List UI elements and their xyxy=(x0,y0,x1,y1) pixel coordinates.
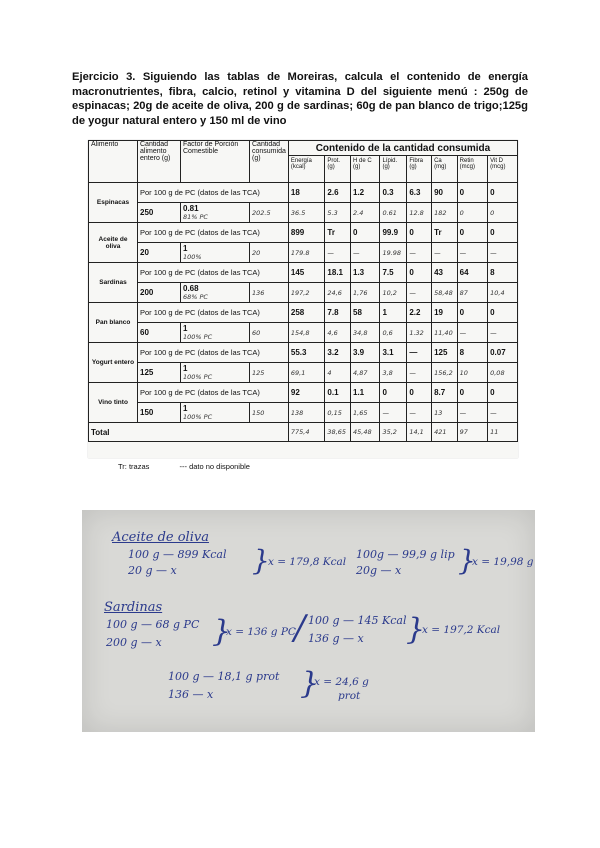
per100-label: Por 100 g de PC (datos de las TCA) xyxy=(138,343,289,363)
food-factor: 1 xyxy=(183,244,188,253)
brace-icon: } xyxy=(406,612,426,647)
food-factor-note: 68% PC xyxy=(183,293,208,301)
per100-value: 0 xyxy=(457,183,487,203)
food-per100-row xyxy=(89,183,518,203)
per100-value: 18 xyxy=(288,183,325,203)
per100-value: 8 xyxy=(488,263,518,283)
total-value: 11 xyxy=(488,423,518,442)
consumed-value: — xyxy=(325,243,351,263)
header-cantidad-consumida: Cantidad consumida (g) xyxy=(250,141,289,183)
consumed-value: 2.4 xyxy=(351,203,380,223)
note-line: 136 g — x xyxy=(308,632,364,645)
consumed-value: — xyxy=(457,243,487,263)
consumed-value: 19.98 xyxy=(380,243,407,263)
consumed-value: 87 xyxy=(457,283,487,303)
note-result: x = 179,8 Kcal xyxy=(268,556,347,568)
per100-value: 1.1 xyxy=(351,383,380,403)
consumed-value: — xyxy=(407,243,432,263)
per100-value: 8 xyxy=(457,343,487,363)
per100-value: 1.2 xyxy=(351,183,380,203)
note-result-unit: prot xyxy=(338,690,361,702)
per100-value: 0.3 xyxy=(380,183,407,203)
per100-value: Tr xyxy=(325,223,351,243)
brace-icon: } xyxy=(300,666,320,701)
per100-value: 0.07 xyxy=(488,343,518,363)
per100-value: 43 xyxy=(432,263,458,283)
food-factor: 1 xyxy=(183,404,188,413)
food-per100-row xyxy=(89,343,518,363)
consumed-value: 69,1 xyxy=(288,363,325,383)
food-name: Pan blanco xyxy=(89,303,138,343)
consumed-value: — xyxy=(432,243,458,263)
per100-value: 92 xyxy=(288,383,325,403)
consumed-value: 197,2 xyxy=(288,283,325,303)
food-factor-note: 100% PC xyxy=(183,333,213,341)
consumed-value: 4,6 xyxy=(325,323,351,343)
nutrient-header: Lípid. (g) xyxy=(380,156,407,183)
per100-value: 0 xyxy=(488,383,518,403)
food-factor-note: 81% PC xyxy=(183,213,208,221)
consumed-value: 34,8 xyxy=(351,323,380,343)
per100-label: Por 100 g de PC (datos de las TCA) xyxy=(138,223,289,243)
consumed-value: — xyxy=(351,243,380,263)
food-factor: 0.81 xyxy=(183,204,199,213)
total-value: 97 xyxy=(457,423,487,442)
food-consumed: 150 xyxy=(250,403,289,423)
per100-value: 8.7 xyxy=(432,383,458,403)
note-line: 100 g — 145 Kcal xyxy=(308,614,407,627)
consumed-value: 4 xyxy=(325,363,351,383)
nutrient-header: H de C (g) xyxy=(351,156,380,183)
total-value: 775,4 xyxy=(288,423,325,442)
consumed-value: 0.61 xyxy=(380,203,407,223)
consumed-value: 138 xyxy=(288,403,325,423)
food-consumed-row xyxy=(89,403,518,423)
food-factor: 0.68 xyxy=(183,284,199,293)
consumed-value: — xyxy=(488,323,518,343)
food-per100-row xyxy=(89,303,518,323)
food-factor-note: 100% xyxy=(183,253,202,261)
per100-value: 90 xyxy=(432,183,458,203)
consumed-value: 0 xyxy=(457,203,487,223)
handwritten-notes-photo xyxy=(82,510,535,732)
food-per100-row xyxy=(89,223,518,243)
per100-value: 64 xyxy=(457,263,487,283)
consumed-value: 0,6 xyxy=(380,323,407,343)
nutrient-header: Energía (kcal) xyxy=(288,156,325,183)
food-name: Vino tinto xyxy=(89,383,138,423)
header-alimento: Alimento xyxy=(89,141,138,183)
consumed-value: 4,87 xyxy=(351,363,380,383)
nutrient-header: Vit D (mcg) xyxy=(488,156,518,183)
per100-value: 0 xyxy=(457,383,487,403)
nutrient-header: Fibra (g) xyxy=(407,156,432,183)
food-factor: 1 xyxy=(183,364,188,373)
total-label: Total xyxy=(89,423,289,442)
exercise-statement: Ejercicio 3. Siguiendo las tablas de Moreiras, calcula el contenido de energía macronutrientes, fibra, calcio, retinol y vitamina D del siguiente menú : 250g de espinacas; 20g de aceite de oliva, 200 g de sardinas; 60g de pan blanco de trigo;125g de yogur natural entero y 150 ml de vino xyxy=(72,71,528,127)
food-factor: 1 xyxy=(183,324,188,333)
per100-value: 1.3 xyxy=(351,263,380,283)
consumed-value: 1,76 xyxy=(351,283,380,303)
consumed-value: 5.3 xyxy=(325,203,351,223)
food-factor-note: 100% PC xyxy=(183,413,213,421)
brace-icon: } xyxy=(212,614,232,649)
per100-value: 0 xyxy=(380,383,407,403)
food-consumed-row xyxy=(89,363,518,383)
note-result: x = 136 g PC xyxy=(226,626,296,638)
food-factor-note: 100% PC xyxy=(183,373,213,381)
legend-trazas: Tr: trazas xyxy=(118,462,150,471)
note-result: x = 19,98 g xyxy=(472,556,534,568)
total-value: 38,65 xyxy=(325,423,351,442)
per100-value: 0 xyxy=(407,223,432,243)
food-qty: 125 xyxy=(138,363,181,383)
per100-value: 0.1 xyxy=(325,383,351,403)
total-value: 14,1 xyxy=(407,423,432,442)
note-sardinas-title: Sardinas xyxy=(104,600,163,615)
note-line: 200 g — x xyxy=(106,636,162,649)
consumed-value: — xyxy=(407,363,432,383)
nutrient-header: Ca (mg) xyxy=(432,156,458,183)
per100-label: Por 100 g de PC (datos de las TCA) xyxy=(138,183,289,203)
food-consumed: 20 xyxy=(250,243,289,263)
consumed-value: 36.5 xyxy=(288,203,325,223)
note-line: 136 — x xyxy=(168,688,214,701)
food-qty: 20 xyxy=(138,243,181,263)
food-rows xyxy=(89,183,518,423)
consumed-value: 11,40 xyxy=(432,323,458,343)
consumed-value: 10,4 xyxy=(488,283,518,303)
consumed-value: 154,8 xyxy=(288,323,325,343)
note-result: x = 24,6 g xyxy=(314,676,369,688)
note-line: 100 g — 68 g PC xyxy=(106,618,200,631)
per100-value: 2.6 xyxy=(325,183,351,203)
nutrient-header: Prot. (g) xyxy=(325,156,351,183)
consumed-value: 24,6 xyxy=(325,283,351,303)
total-row xyxy=(89,423,518,442)
food-qty: 60 xyxy=(138,323,181,343)
nutrient-header: Retin (mcg) xyxy=(457,156,487,183)
per100-value: 0 xyxy=(457,303,487,323)
note-line: 20g — x xyxy=(356,564,402,577)
food-consumed-row xyxy=(89,283,518,303)
consumed-value: — xyxy=(488,243,518,263)
per100-value: 99.9 xyxy=(380,223,407,243)
total-value: 35,2 xyxy=(380,423,407,442)
consumed-value: 0 xyxy=(488,203,518,223)
brace-icon: } xyxy=(252,544,270,577)
legend-no-disponible: --- dato no disponible xyxy=(179,462,250,471)
per100-value: 0 xyxy=(488,223,518,243)
header-contenido: Contenido de la cantidad consumida xyxy=(288,141,517,156)
food-consumed: 125 xyxy=(250,363,289,383)
per100-value: 55.3 xyxy=(288,343,325,363)
consumed-value: — xyxy=(457,323,487,343)
nutrition-table xyxy=(88,140,518,442)
per100-value: 1 xyxy=(380,303,407,323)
per100-label: Por 100 g de PC (datos de las TCA) xyxy=(138,303,289,323)
consumed-value: — xyxy=(457,403,487,423)
per100-value: — xyxy=(407,343,432,363)
nutrition-table-scan xyxy=(88,140,518,458)
food-consumed: 136 xyxy=(250,283,289,303)
per100-value: 258 xyxy=(288,303,325,323)
per100-value: 0 xyxy=(407,263,432,283)
header-cantidad-alimento: Cantidad alimento entero (g) xyxy=(138,141,181,183)
consumed-value: 179.8 xyxy=(288,243,325,263)
consumed-value: 12.8 xyxy=(407,203,432,223)
food-qty: 150 xyxy=(138,403,181,423)
per100-value: 7.5 xyxy=(380,263,407,283)
food-consumed-row xyxy=(89,203,518,223)
note-line: 20 g — x xyxy=(128,564,177,577)
food-consumed-row xyxy=(89,323,518,343)
food-name: Sardinas xyxy=(89,263,138,303)
per100-value: Tr xyxy=(432,223,458,243)
note-aceite-title: Aceite de oliva xyxy=(112,530,209,545)
food-qty: 200 xyxy=(138,283,181,303)
consumed-value: 10,2 xyxy=(380,283,407,303)
consumed-value: 0,08 xyxy=(488,363,518,383)
total-value: 421 xyxy=(432,423,458,442)
consumed-value: — xyxy=(407,403,432,423)
brace-icon: } xyxy=(458,544,476,577)
per100-value: 3.2 xyxy=(325,343,351,363)
per100-value: 0 xyxy=(488,183,518,203)
food-name: Aceite de oliva xyxy=(89,223,138,263)
per100-value: 125 xyxy=(432,343,458,363)
per100-value: 19 xyxy=(432,303,458,323)
note-line: 100 g — 18,1 g prot xyxy=(168,670,280,683)
note-result: x = 197,2 Kcal xyxy=(422,624,501,636)
per100-value: 3.1 xyxy=(380,343,407,363)
slash-mark-icon: / xyxy=(294,608,306,648)
note-line: 100 g — 899 Kcal xyxy=(128,548,227,561)
consumed-value: 58,48 xyxy=(432,283,458,303)
consumed-value: 1,65 xyxy=(351,403,380,423)
consumed-value: 13 xyxy=(432,403,458,423)
per100-value: 899 xyxy=(288,223,325,243)
consumed-value: 156,2 xyxy=(432,363,458,383)
food-name: Yogurt entero xyxy=(89,343,138,383)
consumed-value: 0,15 xyxy=(325,403,351,423)
total-value: 45,48 xyxy=(351,423,380,442)
consumed-value: 10 xyxy=(457,363,487,383)
food-consumed: 60 xyxy=(250,323,289,343)
note-line: 100g — 99,9 g lip xyxy=(356,548,455,561)
per100-value: 7.8 xyxy=(325,303,351,323)
consumed-value: — xyxy=(407,283,432,303)
per100-value: 6.3 xyxy=(407,183,432,203)
header-factor: Factor de Porción Comestible xyxy=(181,141,250,183)
per100-value: 2.2 xyxy=(407,303,432,323)
per100-value: 0 xyxy=(351,223,380,243)
per100-value: 0 xyxy=(457,223,487,243)
per100-value: 0 xyxy=(488,303,518,323)
food-per100-row xyxy=(89,263,518,283)
per100-label: Por 100 g de PC (datos de las TCA) xyxy=(138,263,289,283)
food-consumed-row xyxy=(89,243,518,263)
per100-value: 145 xyxy=(288,263,325,283)
per100-value: 58 xyxy=(351,303,380,323)
per100-value: 18.1 xyxy=(325,263,351,283)
consumed-value: — xyxy=(380,403,407,423)
food-name: Espinacas xyxy=(89,183,138,223)
per100-value: 3.9 xyxy=(351,343,380,363)
consumed-value: 1.32 xyxy=(407,323,432,343)
food-qty: 250 xyxy=(138,203,181,223)
table-legend xyxy=(118,462,278,471)
consumed-value: — xyxy=(488,403,518,423)
per100-label: Por 100 g de PC (datos de las TCA) xyxy=(138,383,289,403)
food-per100-row xyxy=(89,383,518,403)
per100-value: 0 xyxy=(407,383,432,403)
food-consumed: 202.5 xyxy=(250,203,289,223)
consumed-value: 3,8 xyxy=(380,363,407,383)
consumed-value: 182 xyxy=(432,203,458,223)
